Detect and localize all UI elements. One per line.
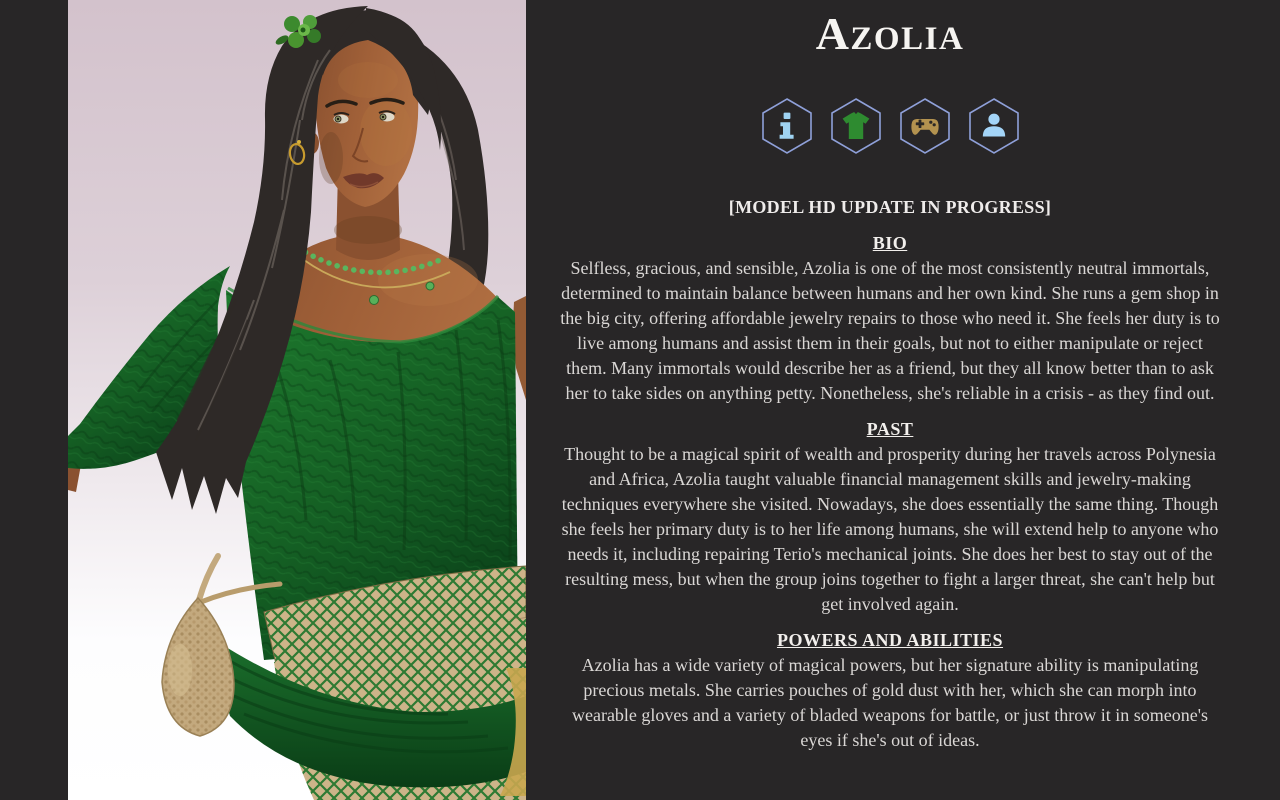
gamepad-icon xyxy=(899,97,951,155)
bio-text: Selfless, gracious, and sensible, Azolia is one of the most consistently neutral immortals, determined to maintain balance between humans and her own kind. She runs a gem shop in the big city, offering affordable jewelry repairs to those who need it. She feels her duty is to live among humans and assist them in their goals, but not to either manipulate or reject them. Many immortals would describe her as a friend, but they all know better than to ask her to take sides on anything petty. Nonetheless, she's reliable in a crisis - as they find out. xyxy=(560,258,1220,403)
status-note: [MODEL HD UPDATE IN PROGRESS] xyxy=(728,197,1052,217)
past-heading: PAST xyxy=(866,419,914,439)
person-icon xyxy=(968,97,1020,155)
page-title: AZOLIA xyxy=(815,8,965,59)
nav-icon-row xyxy=(526,97,1254,155)
outfit-tab-button[interactable] xyxy=(830,97,882,155)
game-tab-button[interactable] xyxy=(899,97,951,155)
section-bio xyxy=(526,231,1254,406)
section-past xyxy=(526,417,1254,617)
portrait-render xyxy=(68,0,526,800)
character-portrait xyxy=(68,0,526,800)
powers-text: Azolia has a wide variety of magical powers, but her signature ability is manipulating precious metals. She carries pouches of gold dust with her, which she can morph into wearable gloves and a variety of bladed weapons for battle, or just throw it in someone's eyes if she's out of ideas. xyxy=(571,655,1209,750)
bio-heading: BIO xyxy=(872,233,908,253)
profile-tab-button[interactable] xyxy=(968,97,1020,155)
info-tab-button[interactable] xyxy=(761,97,813,155)
tshirt-icon xyxy=(830,97,882,155)
powers-heading: POWERS AND ABILITIES xyxy=(776,630,1004,650)
section-powers xyxy=(526,628,1254,753)
info-icon xyxy=(761,97,813,155)
past-text: Thought to be a magical spirit of wealth and prosperity during her travels across Polynesia and Africa, Azolia taught valuable financial management skills and jewelry-making techniques everywhere she visited. Nowadays, she does essentially the same thing. Though she feels her primary duty is to her life among humans, she will extend help to anyone who needs it, including repairing Terio's mechanical joints. She does her best to stay out of the resulting mess, but when the group joins together to fight a larger threat, she can't help but get involved again. xyxy=(561,444,1219,614)
content-panel xyxy=(526,0,1254,800)
